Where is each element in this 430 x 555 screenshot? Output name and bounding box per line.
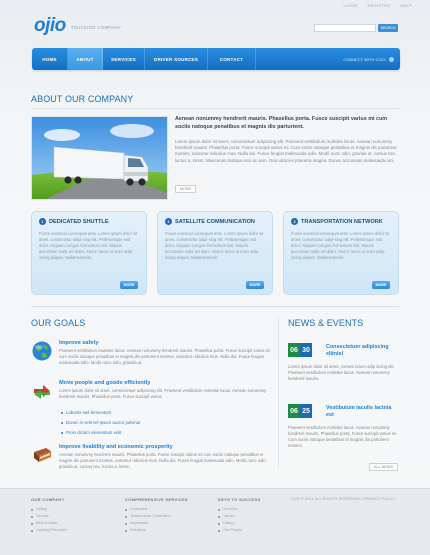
- feature-more-button[interactable]: MORE: [120, 281, 138, 289]
- feature-number: 1: [39, 218, 46, 225]
- logo[interactable]: [34, 16, 121, 35]
- goal-title: Improve safety: [59, 340, 99, 346]
- news-title-link[interactable]: Vestibulum iaculis lacinia est: [326, 405, 392, 418]
- footer: [0, 488, 430, 555]
- footer-link[interactable]: Dedicated: [125, 506, 188, 513]
- footer-link[interactable]: Guiding Principles: [31, 527, 67, 534]
- footer-heading: KEYS TO SUCCESS: [218, 497, 261, 502]
- social-icon[interactable]: [389, 57, 394, 62]
- goal-title: Improve livability and economic prosperity: [59, 444, 173, 450]
- column-divider: [278, 318, 279, 468]
- footer-column: [218, 497, 260, 534]
- goal-text: Aenean nonummy hendrerit mauris. Phasellus porta. Fusce suscipit varius mi cum sociis natoque penatibus et magnis dis parturient montes, nascetur ridiculus mus. Nulla dui. Fusce feugiat malesuada odio. Morbi nunc odio, gravida at, cursus nec, luctus a, lorem.: [59, 452, 267, 469]
- footer-heading: COMPREHENSIVE SERVICES: [125, 497, 188, 502]
- goal-bullet[interactable]: Donec in velit vel ipsum auctor pulvinar: [61, 420, 141, 425]
- truck-photo: [31, 116, 168, 200]
- feature-text: Fusce euismod consequat ante. Lorem ipsum dolor sit amet, consectetur adipi-sing elit. Pellentesque sed dolor. Aliquam congue fermentum nisl. Mauris accumsan nulla vel diam. Sed in lacus ut enim adip-iscing aliquet. Nullamentestir.: [39, 231, 138, 260]
- footer-link[interactable]: Temperature Controlled: [125, 513, 188, 520]
- section-divider: [31, 306, 399, 307]
- about-text: Lorem ipsum dolor sit amet, consectetuer adipiscing elit. Praesent vestibulum molestie lacus. Aenean nonummy hendrerit mauris. Phasellus porta. Fusce suscipit varius mi. Cum sociis natoque penatibus et magnis dis parturient montes, nascetur ridiculus mus. Nulla dui. Fusce feugiat malesuada odio. Morbi nunc odio, gravida at, cursus nec, luctus a, lorem. Maecenas tristique orci ac sem. Duis ultricies pharetra magna. Donec accumsan malesuada orci.: [175, 139, 397, 163]
- feature-text: Fusce euismod consequat ante. Lorem ipsum dolor sit amet, consectetur adipi-sing elit. Pellentesque sed dolor. Aliquam congue fermentum nisl. Mauris accumsan nulla vel diam. Sed in lacus ut enim adip-iscing aliquet. Nullamentestir.: [165, 231, 264, 260]
- about-lead: Aenean nonummy hendrerit mauris. Phasellus porta. Fusce suscipit varius mi cum sociis natoque penatibus et magnis dis parturient.: [175, 116, 388, 130]
- footer-link[interactable]: Safety: [31, 506, 67, 513]
- news-title: NEWS & EVENTS: [288, 318, 364, 328]
- book-icon: [31, 444, 53, 466]
- feature-title: DEDICATED SHUTTLE: [49, 218, 109, 225]
- feature-text: Fusce euismod consequat ante. Lorem ipsum dolor sit amet, consectetur adipi-sing elit. Pellentesque sed dolor. Aliquam congue fermentum nisl. Mauris accumsan nulla vel diam. Sed in lacus ut enim adip-iscing aliquet. Nullamentestir.: [291, 231, 390, 260]
- footer-link[interactable]: Services: [218, 506, 260, 513]
- news-date: [288, 404, 312, 418]
- main-nav: [32, 48, 400, 70]
- connect-social: [343, 57, 400, 62]
- feature-number: 2: [165, 218, 172, 225]
- nav-home[interactable]: HOME: [32, 48, 68, 70]
- logo-tagline: TRUCKING COMPANY: [70, 25, 122, 30]
- connect-label: CONNECT WITH OJIO:: [343, 56, 386, 62]
- about-more-button[interactable]: MORE: [175, 185, 196, 193]
- goal-text: Lorem ipsum dolor sit amet, consectetuer adipiscing elit. Praesent vestibulum molestie lacus. Aenean nonummy hendrerit mauris. Phasellus porta. Fusce suscipit varius.: [59, 388, 267, 399]
- footer-link[interactable]: Our People: [218, 527, 260, 534]
- all-news-button[interactable]: ALL NEWS: [369, 463, 398, 471]
- nav-contact[interactable]: CONTACT: [208, 48, 256, 70]
- news-day: 06: [288, 343, 300, 357]
- goal-bullet[interactable]: Lobortis sed fermentum: [61, 410, 111, 415]
- feature-box-network: [283, 211, 399, 295]
- login-link[interactable]: LOGIN: [343, 3, 358, 8]
- nav-driver-sources[interactable]: DRIVER SOURCES: [145, 48, 208, 70]
- feature-title: SATELLITE COMMUNICATION: [175, 218, 255, 225]
- top-links: [344, 3, 412, 8]
- footer-column: [31, 497, 67, 534]
- news-text: Praesent vestibulum molestie lacus. Aenean nonummy hendrerit mauris. Phasellus porta. Fusce suscipit varius mi. Cum sociis natoque penatibus et magnis dis parturient montes.: [288, 425, 398, 448]
- feature-number: 3: [291, 218, 298, 225]
- logo-mark: ojio: [34, 15, 66, 36]
- news-text: Lorem ipsum dolor sit amet, consec tetuer adip iscing elit. Praesent vestibulum molestie lacus. Aenean nonummy hendrerit mauris.: [288, 364, 395, 381]
- footer-column: [125, 497, 188, 534]
- search-button[interactable]: SEARCH: [378, 24, 398, 32]
- register-link[interactable]: REGISTER: [367, 3, 391, 8]
- feature-box-shuttle: [31, 211, 147, 295]
- nav-about[interactable]: ABOUT: [68, 48, 103, 70]
- footer-link[interactable]: Solutions: [125, 527, 188, 534]
- about-title: ABOUT OUR COMPANY: [31, 94, 134, 104]
- goal-title: Move people and goods efficiently: [59, 380, 151, 386]
- globe-icon: [31, 340, 53, 362]
- search-bar: [314, 24, 398, 32]
- nav-services[interactable]: SERVICES: [103, 48, 145, 70]
- news-month: 25: [300, 404, 312, 418]
- help-link[interactable]: HELP: [400, 3, 412, 8]
- feature-title: TRANSPORTATION NETWORK: [301, 218, 383, 225]
- arrows-icon: [31, 380, 53, 402]
- news-month: 30: [300, 343, 312, 357]
- news-date: [288, 343, 312, 357]
- feature-more-button[interactable]: MORE: [372, 281, 390, 289]
- goal-bullet[interactable]: Proin dictum elementum velit: [61, 430, 121, 435]
- feature-box-satellite: [157, 211, 273, 295]
- footer-link[interactable]: Best in class: [31, 520, 67, 527]
- footer-link[interactable]: Intermodal: [125, 520, 188, 527]
- about-divider: [31, 108, 399, 109]
- footer-heading: OUR COMPANY: [31, 497, 65, 502]
- goal-text: Praesent vestibulum molestie lacus. Aenean nonummy hendrerit mauris. Phasellus porta. Fusce suscipit varius mi cum sociis natoque penatibus et magnis dis parturient montes, nascetur ridiculus mus. Nulla dui. Fusce feugiat malesuada odio. Morbi nunc odio, gravida at.: [59, 348, 271, 365]
- footer-link[interactable]: Values: [218, 513, 260, 520]
- footer-link[interactable]: Service: [31, 513, 67, 520]
- search-input[interactable]: [314, 24, 376, 32]
- news-day: 06: [288, 404, 300, 418]
- footer-link[interactable]: History: [218, 520, 260, 527]
- news-title-link[interactable]: Consectetuer adipiscing elitnisl: [326, 344, 389, 357]
- feature-more-button[interactable]: MORE: [246, 281, 264, 289]
- copyright: OJIO © 2011 ALL RIGHTS RESERVED | PRIVACY POLICY: [290, 497, 396, 501]
- goals-title: OUR GOALS: [31, 318, 86, 328]
